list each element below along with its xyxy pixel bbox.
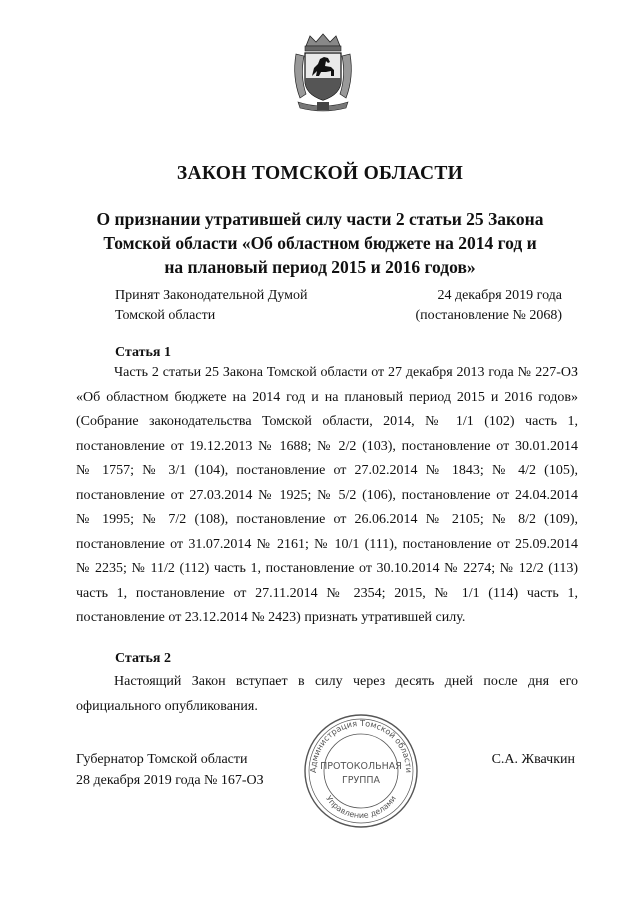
article-1-line: постановление от 19.12.2013 № 1688; № 2/2 (103), постановление от 30.01.2014	[76, 438, 578, 454]
law-date-number: 28 декабря 2019 года № 167-ОЗ	[76, 773, 264, 788]
official-stamp	[301, 711, 419, 829]
signature-block	[76, 749, 264, 791]
signatory-position: Губернатор Томской области	[76, 752, 248, 767]
subtitle-line: Томской области «Об областном бюджете на 2014 год и	[103, 233, 537, 253]
article-2-heading: Статья 2	[115, 651, 171, 666]
document-title: ЗАКОН ТОМСКОЙ ОБЛАСТИ	[176, 163, 464, 184]
article-1-heading: Статья 1	[115, 345, 171, 360]
article-1-line: № 1757; № 3/1 (104), постановление от 27.02.2014 № 1843; № 4/2 (105),	[76, 463, 578, 478]
signatory-name: С.А. Жвачкин	[491, 752, 575, 767]
subtitle-line: О признании утратившей силу части 2 статьи 25 Закона	[96, 209, 544, 229]
article-1-line: постановление от 27.03.2014 № 1925; № 5/2 (106), постановление от 24.04.2014	[76, 487, 578, 503]
adoption-date-line: 24 декабря 2019 года	[437, 288, 562, 303]
article-1-line: (Собрание законодательства Томской области, 2014, № 1/1 (102) часть 1,	[76, 414, 578, 429]
article-2-line: официального опубликования.	[76, 698, 258, 714]
stamp-ring-bottom-text: Управление делами	[324, 794, 398, 821]
document-subtitle	[60, 207, 580, 279]
article-1-text	[76, 361, 578, 631]
stamp-ring-top-text: Администрация Томской области	[307, 717, 415, 774]
article-2-line: Настоящий Закон вступает в силу через десять дней после дня его	[114, 674, 578, 689]
adoption-date	[415, 286, 562, 326]
resolution-number: (постановление № 2068)	[415, 308, 562, 323]
article-1-line: постановление от 23.12.2014 № 2423) признать утратившей силу.	[76, 610, 466, 625]
article-1-line: часть 1, постановление от 27.11.2014 № 2354; 2015, № 1/1 (114) часть 1,	[76, 585, 578, 601]
subtitle-line: на плановый период 2015 и 2016 годов»	[164, 257, 476, 277]
adoption-body	[115, 286, 307, 326]
article-1-line: «Об областном бюджете на 2014 год и на плановый период 2015 и 2016 годов»	[76, 389, 578, 405]
article-1-line: № 1995; № 7/2 (108), постановление от 26.06.2014 № 2105; № 8/2 (109),	[76, 512, 578, 527]
adoption-body-line1: Принят Законодательной Думой	[115, 288, 308, 303]
stamp-center-line2: ГРУППА	[341, 775, 381, 786]
article-1-line: Часть 2 статьи 25 Закона Томской области от 27 декабря 2013 года № 227-ОЗ	[114, 365, 578, 380]
adoption-body-line2: Томской области	[115, 308, 216, 323]
stamp-center-line1: ПРОТОКОЛЬНАЯ	[320, 761, 402, 772]
tomsk-coat-of-arms-icon	[290, 32, 356, 112]
article-1-line: постановление от 31.07.2014 № 2161; № 10/1 (111), постановление от 25.09.2014	[76, 536, 578, 552]
article-1-line: № 2235; № 11/2 (112) часть 1, постановление от 30.10.2014 № 2274; № 12/2 (113)	[76, 561, 578, 576]
